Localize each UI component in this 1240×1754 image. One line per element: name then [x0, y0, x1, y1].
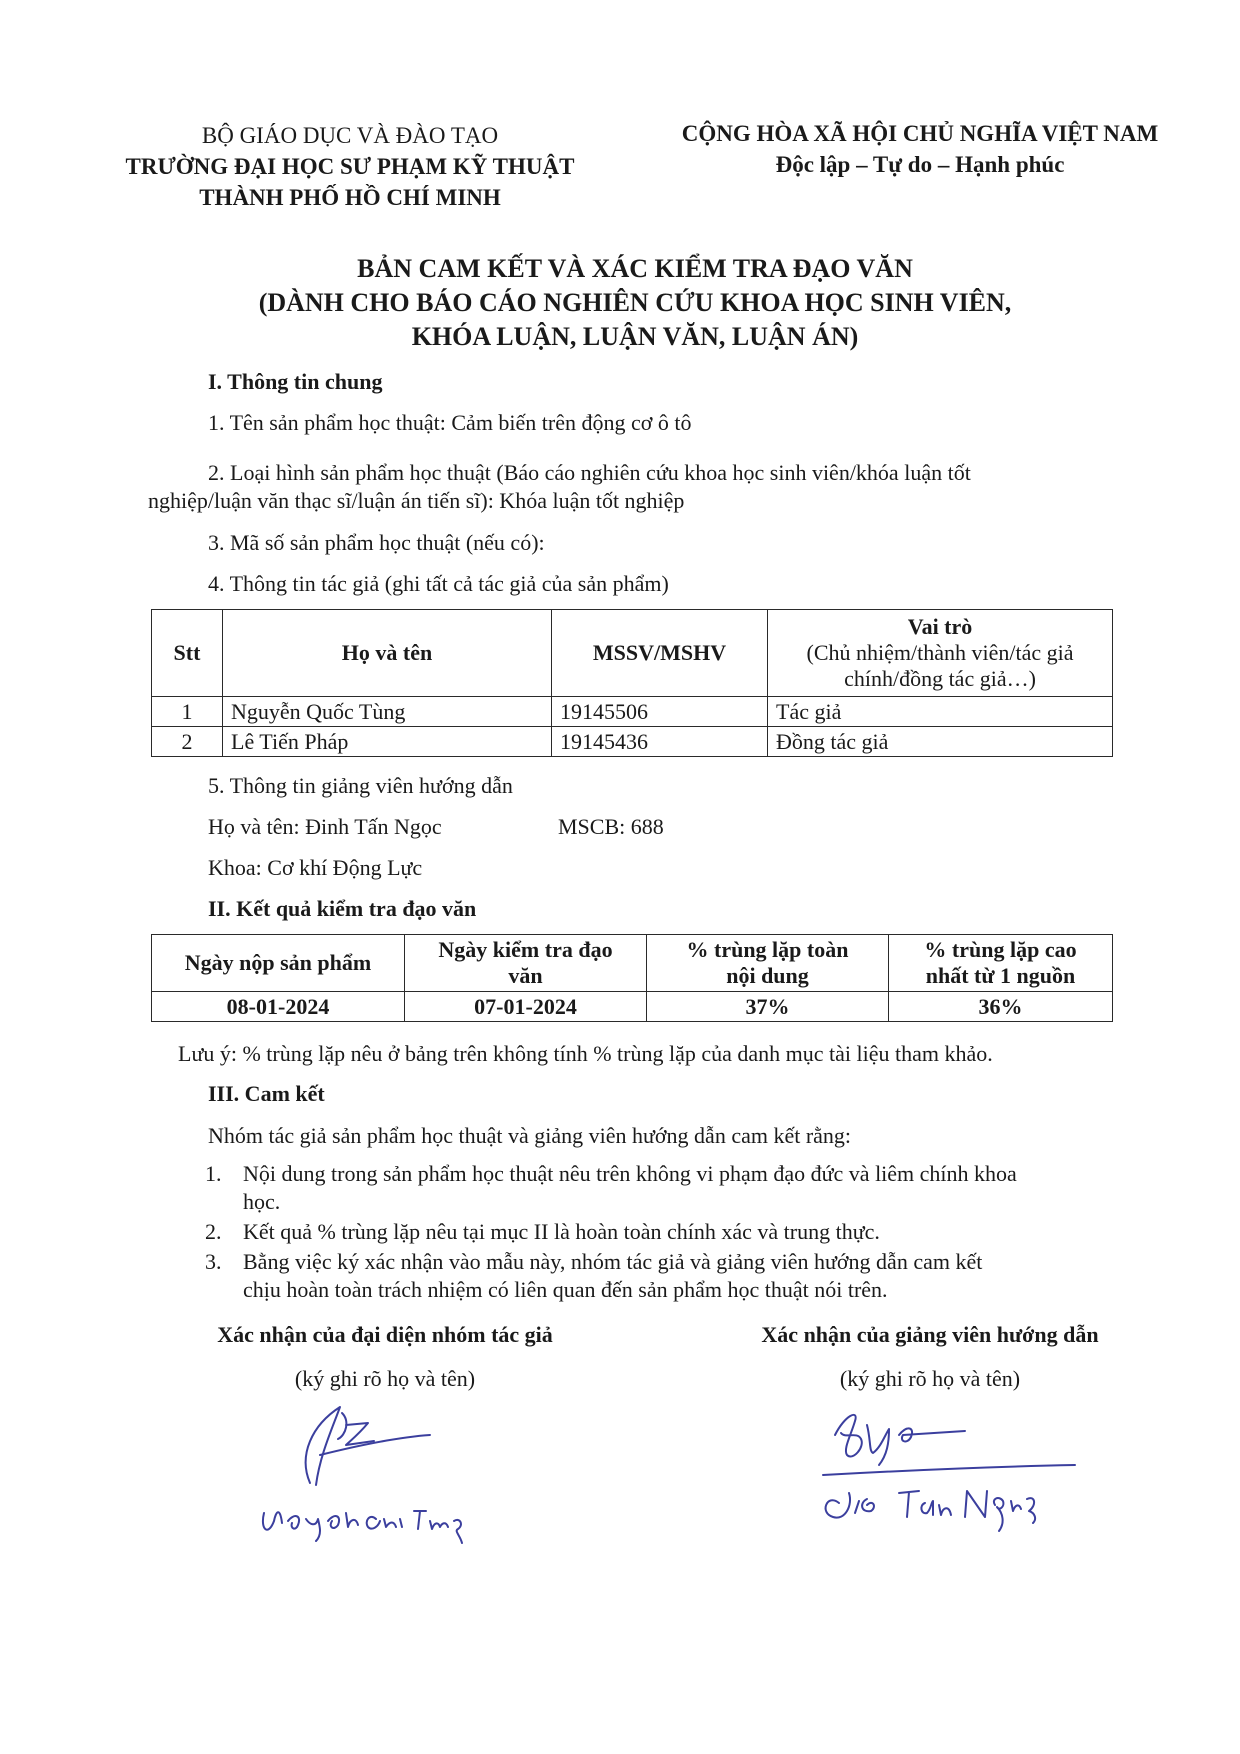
list-item [205, 1160, 1135, 1216]
list-item-line-2: chịu hoàn toàn trách nhiệm có liên quan đến sản phẩm học thuật nói trên. [243, 1277, 888, 1302]
table-row [152, 992, 1113, 1022]
advisor-signature-block [700, 1321, 1160, 1393]
title-line-3: KHÓA LUẬN, LUẬN VĂN, LUẬN ÁN) [411, 322, 859, 351]
total-overlap: 37% [647, 992, 889, 1022]
list-item-number: 1. [205, 1161, 222, 1186]
country-name: CỘNG HÒA XÃ HỘI CHỦ NGHĨA VIỆT NAM [681, 121, 1159, 146]
max-source-overlap: 36% [889, 992, 1113, 1022]
col-total-overlap-line-2: nội dung [726, 963, 809, 988]
row-name: Lê Tiến Pháp [223, 727, 552, 757]
author-signature-title: Xác nhận của đại diện nhóm tác giả [217, 1322, 553, 1347]
advisor-code: MSCB: 688 [558, 814, 664, 839]
title-line-2: (DÀNH CHO BÁO CÁO NGHIÊN CỨU KHOA HỌC SINH VIÊN, [258, 288, 1012, 317]
row-role: Tác giả [768, 697, 1113, 727]
col-max-source-overlap-line-2: nhất từ 1 nguồn [925, 963, 1076, 988]
check-date: 07-01-2024 [405, 992, 647, 1022]
col-role-title: Vai trò [907, 614, 973, 639]
col-max-source-overlap [889, 935, 1113, 992]
product-type-line-1: 2. Loại hình sản phẩm học thuật (Báo cáo nghiên cứu khoa học sinh viên/khóa luận tốt [208, 460, 971, 485]
row-id: 19145436 [552, 727, 768, 757]
author-signature-block [160, 1321, 610, 1393]
list-item-number: 2. [205, 1219, 222, 1244]
list-item-line-1: Bằng việc ký xác nhận vào mẫu này, nhóm tác giả và giảng viên hướng dẫn cam kết [243, 1249, 983, 1274]
national-header [640, 118, 1200, 180]
city-name: THÀNH PHỐ HỒ CHÍ MINH [199, 185, 501, 210]
col-stt: Stt [152, 610, 223, 697]
author-signature-hint: (ký ghi rõ họ và tên) [294, 1366, 476, 1391]
col-role-sub-1: (Chủ nhiệm/thành viên/tác giả [806, 640, 1074, 665]
author-signature-image [250, 1395, 480, 1545]
ministry-name: BỘ GIÁO DỤC VÀ ĐÀO TẠO [201, 123, 499, 148]
list-item-number: 3. [205, 1249, 222, 1274]
row-stt: 2 [152, 727, 223, 757]
authors-table [151, 609, 1113, 757]
row-id: 19145506 [552, 697, 768, 727]
col-role-sub-2: chính/đồng tác giả…) [844, 666, 1036, 691]
section-3-heading: III. Cam kết [208, 1081, 325, 1106]
table-header-row [152, 610, 1113, 697]
faculty: Khoa: Cơ khí Động Lực [208, 855, 423, 880]
col-check-date [405, 935, 647, 992]
advisor-signature-hint: (ký ghi rõ họ và tên) [839, 1366, 1021, 1391]
list-item [205, 1218, 1135, 1246]
col-total-overlap [647, 935, 889, 992]
document-title [120, 252, 1150, 354]
col-submit-date: Ngày nộp sản phẩm [152, 935, 405, 992]
plagiarism-table [151, 934, 1113, 1022]
motto: Độc lập – Tự do – Hạnh phúc [775, 152, 1065, 177]
section-1-heading: I. Thông tin chung [208, 369, 383, 394]
product-code: 3. Mã số sản phẩm học thuật (nếu có): [208, 530, 545, 555]
title-line-1: BẢN CAM KẾT VÀ XÁC KIỂM TRA ĐẠO VĂN [357, 254, 913, 283]
section-2-heading: II. Kết quả kiểm tra đạo văn [208, 896, 477, 921]
list-item-line-2: học. [243, 1189, 281, 1214]
col-name: Họ và tên [223, 610, 552, 697]
col-check-date-line-2: văn [508, 963, 543, 988]
col-id: MSSV/MSHV [552, 610, 768, 697]
col-check-date-line-1: Ngày kiểm tra đạo [438, 937, 613, 962]
list-item-line-1: Nội dung trong sản phẩm học thuật nêu trên không vi phạm đạo đức và liêm chính khoa [243, 1161, 1017, 1186]
col-total-overlap-line-1: % trùng lặp toàn [686, 937, 849, 962]
author-info-label: 4. Thông tin tác giả (ghi tất cả tác giả của sản phẩm) [208, 571, 669, 596]
advisor-name: Họ và tên: Đinh Tấn Ngọc [208, 814, 442, 839]
commitment-intro: Nhóm tác giả sản phẩm học thuật và giảng viên hướng dẫn cam kết rằng: [208, 1123, 852, 1148]
row-role: Đồng tác giả [768, 727, 1113, 757]
university-name: TRƯỜNG ĐẠI HỌC SƯ PHẠM KỸ THUẬT [125, 154, 575, 179]
ministry-header [100, 120, 600, 213]
table-row [152, 727, 1113, 757]
table-row [152, 697, 1113, 727]
col-max-source-overlap-line-1: % trùng lặp cao [924, 937, 1077, 962]
submit-date: 08-01-2024 [152, 992, 405, 1022]
advisor-signature-image [815, 1395, 1085, 1545]
list-item [205, 1248, 1135, 1304]
plagiarism-note: Lưu ý: % trùng lặp nêu ở bảng trên không tính % trùng lặp của danh mục tài liệu tham khảo. [178, 1041, 993, 1066]
product-type-line-2: nghiệp/luận văn thạc sĩ/luận án tiến sĩ): Khóa luận tốt nghiệp [148, 488, 685, 513]
advisor-info-label: 5. Thông tin giảng viên hướng dẫn [208, 773, 513, 798]
row-stt: 1 [152, 697, 223, 727]
row-name: Nguyễn Quốc Tùng [223, 697, 552, 727]
advisor-signature-title: Xác nhận của giảng viên hướng dẫn [761, 1322, 1099, 1347]
commitment-list [205, 1160, 1135, 1306]
list-item-line-1: Kết quả % trùng lặp nêu tại mục II là hoàn toàn chính xác và trung thực. [243, 1219, 880, 1244]
table-header-row [152, 935, 1113, 992]
product-name: 1. Tên sản phẩm học thuật: Cảm biến trên động cơ ô tô [208, 410, 692, 435]
col-role [768, 610, 1113, 697]
